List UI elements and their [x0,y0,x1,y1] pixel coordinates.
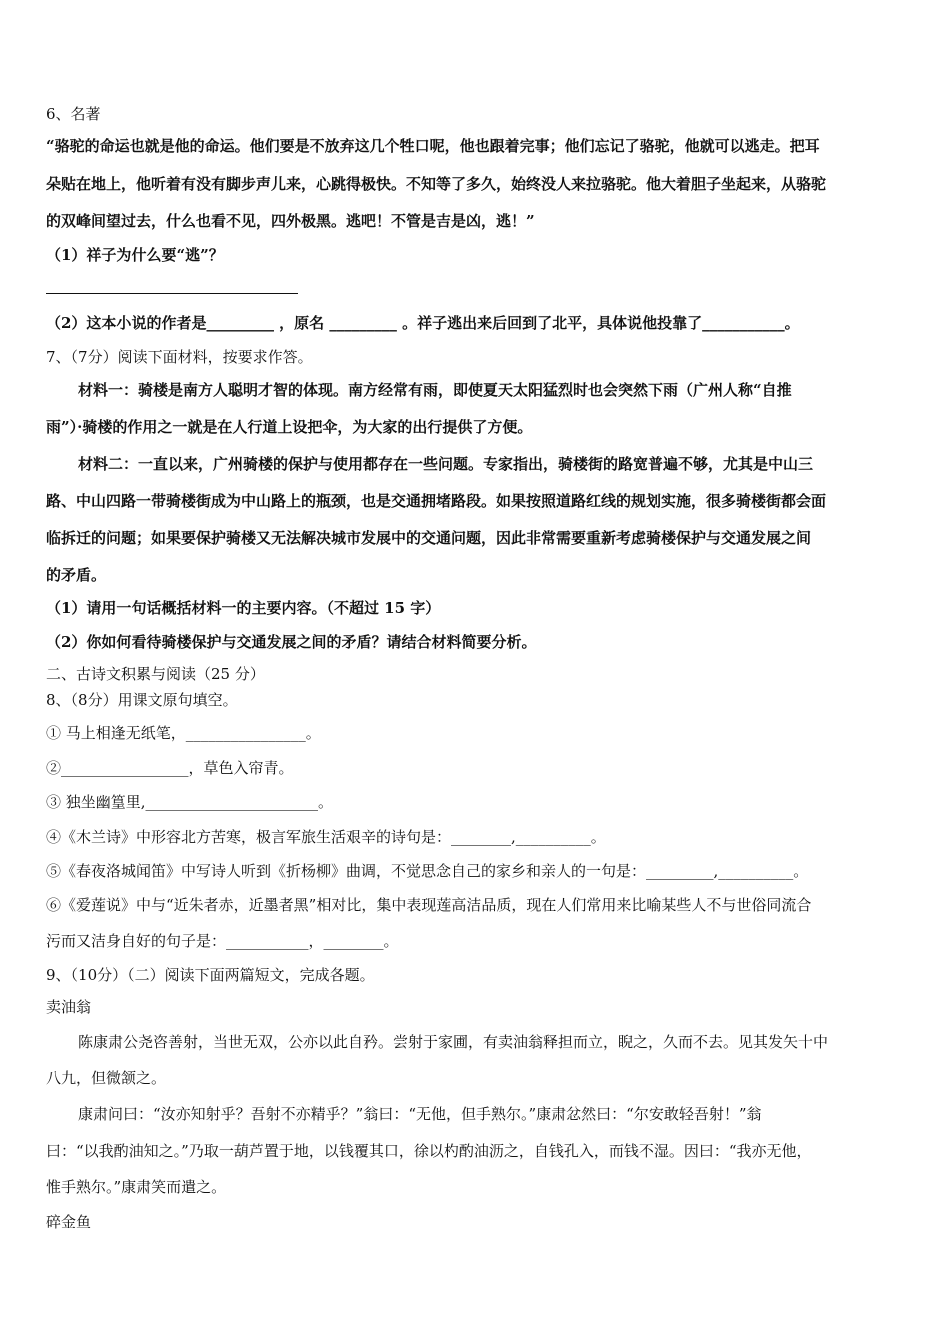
q7-material2-line: 临拆迁的问题；如果要保护骑楼又无法解决城市发展中的交通问题，因此非常需要重新考虑骑楼保护与交通发展之间 [46,529,812,547]
q7-heading: 7、（7分）阅读下面材料，按要求作答。 [46,348,313,366]
q9-title2: 碎金鱼 [46,1213,92,1231]
q6-passage-line: 朵贴在地上，他听着有没有脚步声儿来，心跳得极快。不知等了多久，始终没人来拉骆驼。他大着胆子坐起来，从骆驼 [46,175,827,193]
q8-item: 污而又洁身自好的句子是：___________，________。 [46,932,399,950]
q7-material2-line: 的矛盾。 [46,566,107,584]
q7-sub1: （1）请用一句话概括材料一的主要内容。（不超过 15 字） [46,599,441,617]
q6-sub1: （1）祥子为什么要“逃”？ [46,246,224,264]
q8-heading: 8、（8分）用课文原句填空。 [46,691,238,709]
q6-answer-line [46,293,298,294]
q8-item: ③ 独坐幽篁里,_______________________。 [46,793,334,811]
q9-para2-line: 惟手熟尔。”康肃笑而遣之。 [46,1178,227,1196]
q7-material1-line: 雨”）·骑楼的作用之一就是在人行道上设把伞，为大家的出行提供了方便。 [46,418,533,436]
q8-item: ① 马上相逢无纸笔，________________。 [46,724,321,742]
q6-passage-line: 的双峰间望过去，什么也看不见，四外极黑。逃吧！不管是吉是凶，逃！” [46,212,535,230]
q9-title1: 卖油翁 [46,998,92,1016]
q9-para2-line: 康肃问曰：“汝亦知射乎？吾射不亦精乎？”翁曰：“无他，但手熟尔。”康肃忿然曰：“尔安敢轻吾射！”翁 [78,1105,762,1123]
q8-item: ⑤《春夜洛城闻笛》中写诗人听到《折杨柳》曲调，不觉思念自己的家乡和亲人的一句是：_________,__________。 [46,862,809,880]
q6-passage-line: “骆驼的命运也就是他的命运。他们要是不放弃这几个牲口呢，他也跟着完事；他们忘记了骆驼，他就可以逃走。把耳 [46,137,820,155]
q9-heading: 9、（10分）（二）阅读下面两篇短文，完成各题。 [46,966,375,984]
q9-para1-line: 陈康肃公尧咨善射，当世无双，公亦以此自矜。尝射于家圃，有卖油翁释担而立，睨之，久而不去。见其发矢十中 [78,1033,829,1051]
section2-heading: 二、古诗文积累与阅读（25 分） [46,665,265,683]
q8-item: ④《木兰诗》中形容北方苦寒，极言军旅生活艰辛的诗句是：________,__________。 [46,828,606,846]
q7-material1-line: 材料一：骑楼是南方人聪明才智的体现。南方经常有雨，即使夏天太阳猛烈时也会突然下雨（广州人称“自推 [78,381,792,399]
q8-item: ⑥《爱莲说》中与“近朱者赤，近墨者黑”相对比，集中表现莲高洁品质，现在人们常用来比喻某些人不与世俗同流合 [46,896,812,914]
q9-para2-line: 曰：“以我酌油知之。”乃取一葫芦置于地，以钱覆其口，徐以杓酌油沥之，自钱孔入，而钱不湿。因曰：“我亦无他， [46,1142,812,1160]
q7-material2-line: 材料二：一直以来，广州骑楼的保护与使用都存在一些问题。专家指出，骑楼街的路宽普遍不够，尤其是中山三 [78,455,814,473]
q7-sub2: （2）你如何看待骑楼保护与交通发展之间的矛盾？请结合材料简要分析。 [46,633,537,651]
q7-material2-line: 路、中山四路一带骑楼街成为中山路上的瓶颈，也是交通拥堵路段。如果按照道路红线的规划实施，很多骑楼街都会面 [46,492,827,510]
q6-sub2: （2）这本小说的作者是_________ ，原名 _________ 。祥子逃出来后回到了北平，具体说他投靠了___________。 [46,314,800,332]
q9-para1-line: 八九，但微颔之。 [46,1069,167,1087]
q6-heading: 6、名著 [46,105,101,123]
q8-item: ②_________________，草色入帘青。 [46,759,294,777]
